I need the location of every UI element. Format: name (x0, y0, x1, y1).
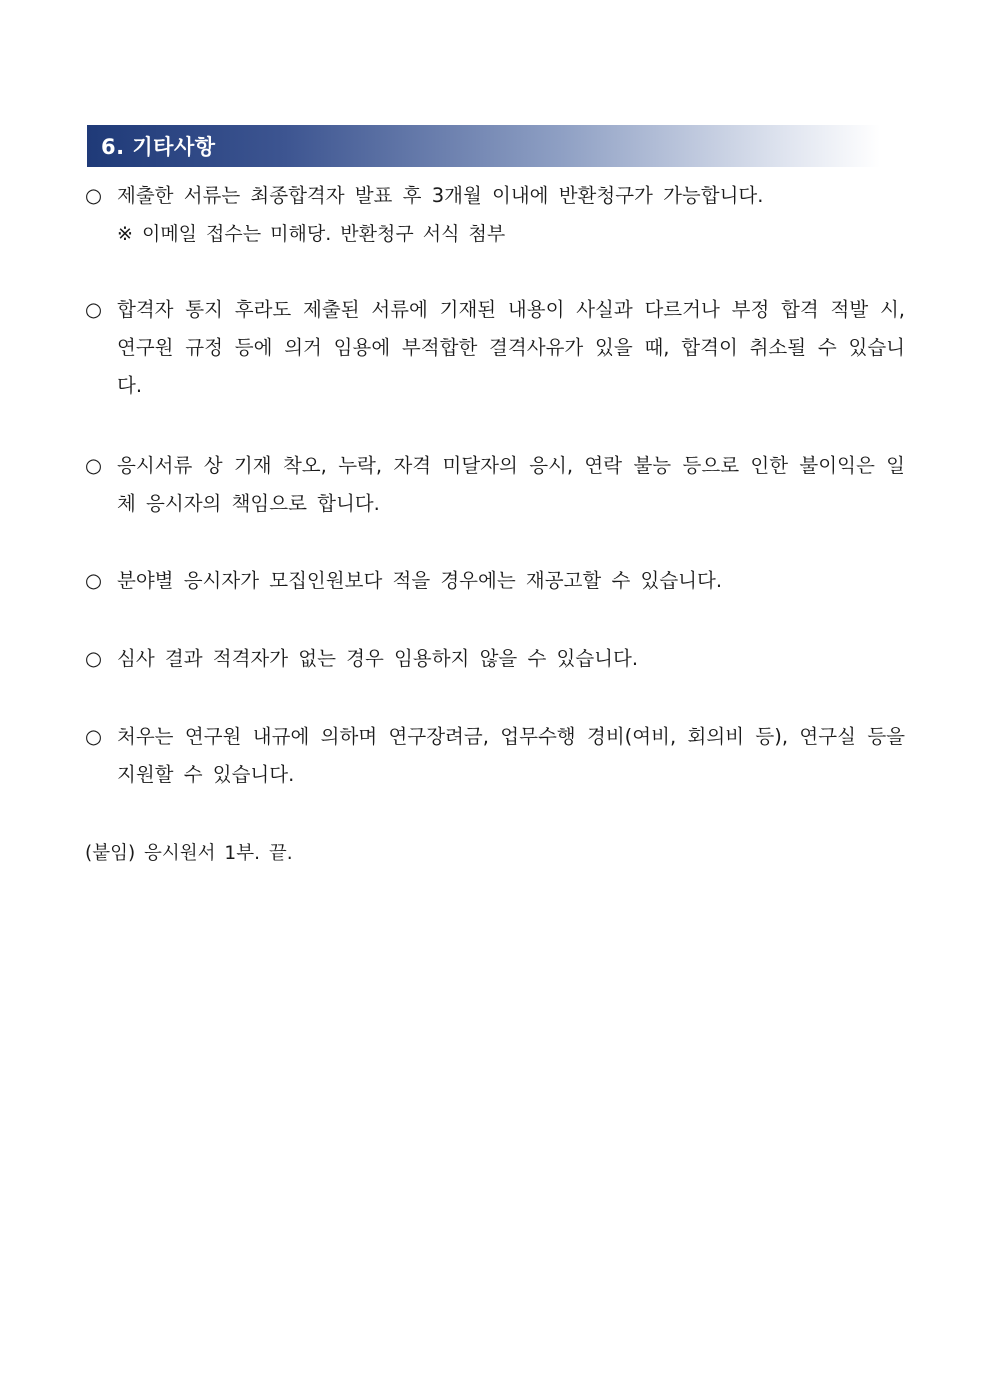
list-item (85, 447, 905, 523)
item-text: 합격자 통지 후라도 제출된 서류에 기재된 내용이 사실과 다르거나 부정 합격 적발 시, 연구원 규정 등에 의거 임용에 부적합한 결격사유가 있을 때, 합격이 취소될 수 있습니다. (117, 298, 905, 397)
item-text: 응시서류 상 기재 착오, 누락, 자격 미달자의 응시, 연락 불능 등으로 인한 불이익은 일체 응시자의 책임으로 합니다. (117, 454, 905, 515)
section-header (87, 125, 880, 167)
item-text: 제출한 서류는 최종합격자 발표 후 3개월 이내에 반환청구가 가능합니다. (117, 184, 764, 207)
item-text: 처우는 연구원 내규에 의하며 연구장려금, 업무수행 경비(여비, 회의비 등), 연구실 등을 지원할 수 있습니다. (117, 725, 905, 786)
circle-bullet-icon: ○ (85, 298, 103, 321)
item-text: 심사 결과 적격자가 없는 경우 임용하지 않을 수 있습니다. (117, 647, 639, 670)
circle-bullet-icon: ○ (85, 184, 103, 207)
section-title: 6. 기타사항 (101, 135, 216, 159)
item-text: 분야별 응시자가 모집인원보다 적을 경우에는 재공고할 수 있습니다. (117, 569, 723, 592)
list-item (85, 291, 905, 405)
list-item (85, 640, 905, 678)
circle-bullet-icon: ○ (85, 454, 103, 477)
circle-bullet-icon: ○ (85, 647, 103, 670)
circle-bullet-icon: ○ (85, 569, 103, 592)
item-note: ※ 이메일 접수는 미해당. 반환청구 서식 첨부 (117, 223, 506, 245)
list-item (85, 718, 905, 794)
list-item (85, 177, 905, 253)
attachment-note: (붙임) 응시원서 1부. 끝. (85, 843, 293, 864)
list-item (85, 562, 905, 600)
circle-bullet-icon: ○ (85, 725, 103, 748)
